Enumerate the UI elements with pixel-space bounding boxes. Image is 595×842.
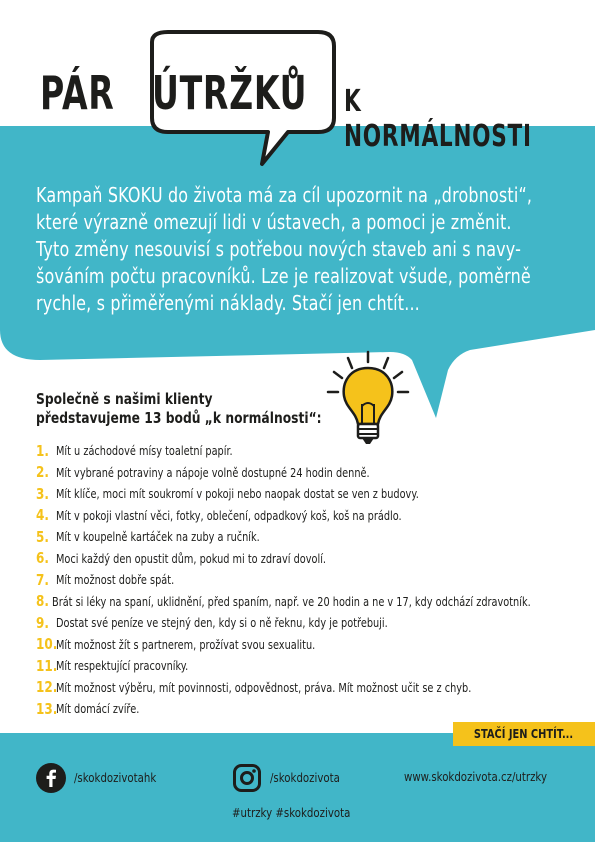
item-number: 6. xyxy=(36,549,49,568)
item-text: Dostat své peníze ve stejný den, kdy si o ně řeknu, kdy je potřebuji. xyxy=(56,615,388,631)
instagram-icon xyxy=(232,763,262,793)
item-number: 3. xyxy=(36,484,49,503)
instagram-link[interactable] xyxy=(232,763,352,793)
title-word-par: PÁR xyxy=(40,66,115,120)
title-word-normalnosti: K NORMÁLNOSTI xyxy=(344,84,532,154)
list-item xyxy=(36,569,576,591)
item-text: Mít u záchodové mísy toaletní papír. xyxy=(56,443,233,459)
list-item xyxy=(36,462,576,484)
slogan-text: STAČÍ JEN CHTÍT... xyxy=(474,727,574,741)
intro-paragraph xyxy=(36,182,562,317)
item-number: 8. xyxy=(36,592,49,611)
list-item xyxy=(36,526,576,548)
list-item xyxy=(36,634,576,656)
intro-line: které výrazně omezují lidi v ústavech, a pomoci je změnit. xyxy=(36,210,512,234)
facebook-link[interactable] xyxy=(36,763,171,793)
item-text: Mít možnost výběru, mít povinnosti, odpovědnost, práva. Mít možnost učit se z chyb. xyxy=(56,679,472,695)
instagram-handle: /skokdozivota xyxy=(270,771,340,785)
item-number: 11. xyxy=(36,656,58,675)
list-heading-line: Společně s našimi klienty xyxy=(36,390,213,408)
list-item xyxy=(36,440,576,462)
list-item xyxy=(36,655,576,677)
item-number: 7. xyxy=(36,570,49,589)
list-item xyxy=(36,677,576,699)
item-text: Mít možnost dobře spát. xyxy=(56,572,175,588)
list-item xyxy=(36,591,576,613)
intro-line: Tyto změny nesouvisí s potřebou nových staveb ani s navy- xyxy=(36,237,522,261)
list-item xyxy=(36,698,576,720)
item-text: Moci každý den opustit dům, pokud mi to zdraví dovolí. xyxy=(56,550,327,566)
intro-line: Kampaň SKOKU do života má za cíl upozornit na „drobnosti“, xyxy=(36,183,533,207)
slogan-tag xyxy=(453,722,595,746)
item-number: 9. xyxy=(36,613,49,632)
facebook-icon xyxy=(36,763,66,793)
item-number: 4. xyxy=(36,506,49,525)
item-number: 2. xyxy=(36,463,49,482)
list-item xyxy=(36,505,576,527)
item-text: Mít v koupelně kartáček na zuby a ručník. xyxy=(56,529,260,545)
item-text: Mít v pokoji vlastní věci, fotky, oblečení, odpadkový koš, koš na prádlo. xyxy=(56,507,402,523)
item-number: 10. xyxy=(36,635,58,654)
website-link[interactable]: www.skokdozivota.cz/utrzky xyxy=(404,770,547,784)
item-text: Mít vybrané potraviny a nápoje volně dostupné 24 hodin denně. xyxy=(56,464,370,480)
page-title xyxy=(0,62,595,154)
item-text: Mít možnost žít s partnerem, prožívat svou sexualitu. xyxy=(56,636,316,652)
item-text: Brát si léky na spaní, uklidnění, před spaním, např. ve 20 hodin a ne v 17, kdy odchází zdravotník. xyxy=(52,593,531,609)
list-item xyxy=(36,612,576,634)
list-item xyxy=(36,548,576,570)
points-list xyxy=(36,440,576,720)
item-text: Mít klíče, moci mít soukromí v pokoji nebo naopak dostat se ven z budovy. xyxy=(56,486,419,502)
intro-line: rychle, s přiměřenými náklady. Stačí jen chtít... xyxy=(36,291,420,315)
item-text: Mít domácí zvíře. xyxy=(56,701,140,717)
hashtags: #utrzky #skokdozivota xyxy=(232,806,351,820)
item-number: 1. xyxy=(36,441,49,460)
facebook-handle: /skokdozivotahk xyxy=(74,771,157,785)
item-number: 5. xyxy=(36,527,49,546)
intro-line: šováním počtu pracovníků. Lze je realizovat všude, poměrně xyxy=(36,264,531,288)
item-number: 13. xyxy=(36,699,58,718)
list-item xyxy=(36,483,576,505)
item-text: Mít respektující pracovníky. xyxy=(56,658,189,674)
item-number: 12. xyxy=(36,678,58,697)
list-heading xyxy=(36,390,384,428)
list-heading-line: představujeme 13 bodů „k normálnosti“: xyxy=(36,409,322,427)
title-word-utrzku: ÚTRŽKŮ xyxy=(152,66,308,120)
